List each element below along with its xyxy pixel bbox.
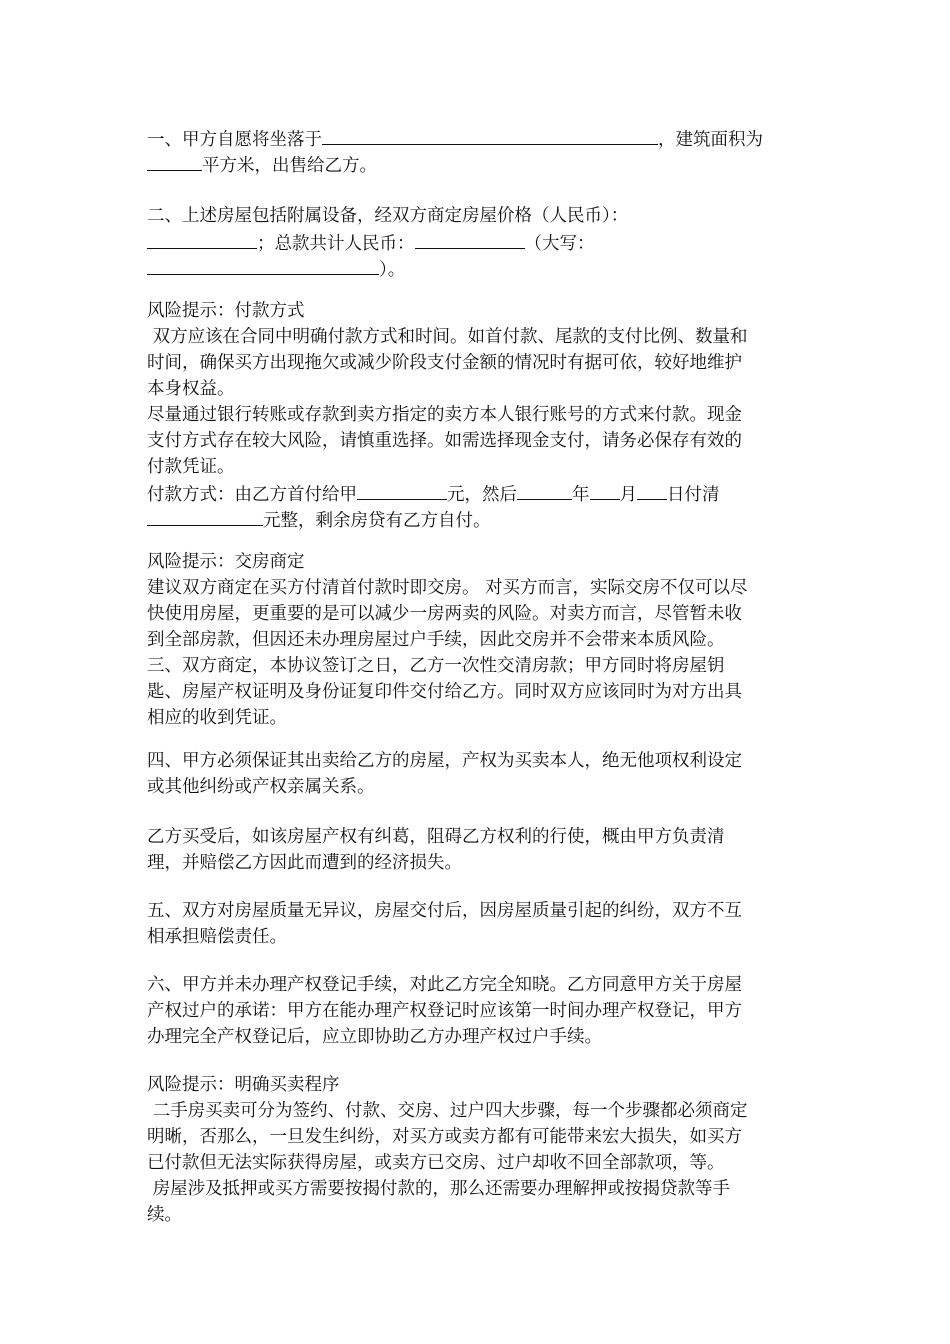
risk-payment-line: 双方应该在合同中明确付款方式和时间。如首付款、尾款的支付比例、数量和 (147, 327, 748, 347)
risk-delivery-line: 到全部房款，但因还未办理房屋过户手续，因此交房并不会带来本质风险。 (147, 630, 725, 650)
section2-text-b: ；总款共计人民币： (257, 234, 415, 254)
payment-method-line (147, 480, 720, 508)
section2-line3 (147, 255, 405, 283)
risk-procedure-title: 风险提示：明确买卖程序 (147, 1075, 340, 1095)
price-blank[interactable] (147, 229, 257, 249)
risk-payment-line: 本身权益。 (147, 379, 235, 399)
section1-text-a: 一、甲方自愿将坐落于 (147, 130, 322, 150)
payment-text-e: 日付清 (667, 485, 720, 505)
risk-procedure-line: 房屋涉及抵押或买方需要按揭付款的，那么还需要办理解押或按揭贷款等手 (147, 1179, 731, 1199)
area-blank[interactable] (147, 151, 202, 171)
day-blank[interactable] (637, 480, 667, 500)
section2-line2 (147, 229, 595, 257)
risk-payment-title: 风险提示：付款方式 (147, 301, 305, 321)
total-amount-blank[interactable] (415, 229, 525, 249)
year-blank[interactable] (517, 480, 572, 500)
section4b-line: 理，并赔偿乙方因此而遭到的经济损失。 (147, 853, 462, 873)
payment-text-b: 元，然后 (447, 485, 517, 505)
section2-line1: 二、上述房屋包括附属设备，经双方商定房屋价格（人民币）： (147, 206, 629, 226)
section4b-line: 乙方买受后，如该房屋产权有纠葛，阻碍乙方权利的行使，概由甲方负责清 (147, 827, 725, 847)
payment-text-a: 付款方式：由乙方首付给甲 (147, 485, 357, 505)
payment-text-d: 月 (619, 485, 637, 505)
risk-delivery-title: 风险提示：交房商定 (147, 552, 305, 572)
section6-line: 六、甲方并未办理产权登记手续，对此乙方完全知晓。乙方同意甲方关于房屋 (147, 975, 742, 995)
section2-text-f: ）。 (379, 260, 406, 280)
remaining-amount-blank[interactable] (147, 506, 263, 526)
risk-delivery-line: 快使用房屋，更重要的是可以减少一房两卖的风险。对卖方而言，尽管暂未收 (147, 604, 742, 624)
section1-text-b: ，建筑面积为 (658, 130, 763, 150)
section3-line: 相应的收到凭证。 (147, 708, 287, 728)
amount-in-words-blank[interactable] (147, 255, 379, 275)
section3-line: 匙、房屋产权证明及身份证复印件交付给乙方。同时双方应该同时为对方出具 (147, 682, 742, 702)
risk-procedure-line: 二手房买卖可分为签约、付款、交房、过户四大步骤，每一个步骤都必须商定 (147, 1101, 748, 1121)
section1-line2 (147, 151, 377, 179)
risk-procedure-line: 续。 (147, 1205, 182, 1225)
location-blank[interactable] (322, 125, 658, 145)
risk-payment-line: 尽量通过银行转账或存款到卖方指定的卖方本人银行账号的方式来付款。现金 (147, 405, 742, 425)
down-payment-blank[interactable] (357, 480, 447, 500)
month-blank[interactable] (590, 480, 620, 500)
payment-text-f: 元整，剩余房贷有乙方自付。 (263, 511, 491, 531)
section2-text-d: （大写： (524, 234, 595, 254)
risk-payment-line: 时间，确保买方出现拖欠或减少阶段支付金额的情况时有据可依，较好地维护 (147, 353, 742, 373)
risk-procedure-line: 明晰，否那么，一旦发生纠纷，对买方或卖方都有可能带来宏大损失，如买方 (147, 1127, 742, 1147)
section4-line: 四、甲方必须保证其出卖给乙方的房屋，产权为买卖本人，绝无他项权利设定 (147, 751, 742, 771)
section6-line: 产权过户的承诺：甲方在能办理产权登记时应该第一时间办理产权登记，甲方 (147, 1001, 742, 1021)
section4-line: 或其他纠纷或产权亲属关系。 (147, 777, 375, 797)
section1-line1 (147, 125, 763, 153)
section1-text-c: 平方米，出售给乙方。 (202, 156, 377, 176)
payment-method-line2 (147, 506, 491, 534)
section3-line: 三、双方商定，本协议签订之日，乙方一次性交清房款；甲方同时将房屋钥 (147, 656, 725, 676)
section5-line: 相承担赔偿责任。 (147, 927, 287, 947)
section6-line: 办理完全产权登记后，应立即协助乙方办理产权过户手续。 (147, 1027, 602, 1047)
risk-payment-line: 支付方式存在较大风险，请慎重选择。如需选择现金支付，请务必保存有效的 (147, 431, 742, 451)
risk-payment-line: 付款凭证。 (147, 457, 235, 477)
payment-text-c: 年 (572, 485, 590, 505)
section5-line: 五、双方对房屋质量无异议，房屋交付后，因房屋质量引起的纠纷，双方不互 (147, 901, 742, 921)
risk-procedure-line: 已付款但无法实际获得房屋，或卖方已交房、过户却收不回全部款项，等。 (147, 1153, 725, 1173)
risk-delivery-line: 建议双方商定在买方付清首付款时即交房。 对买方而言，实际交房不仅可以尽 (147, 578, 748, 598)
